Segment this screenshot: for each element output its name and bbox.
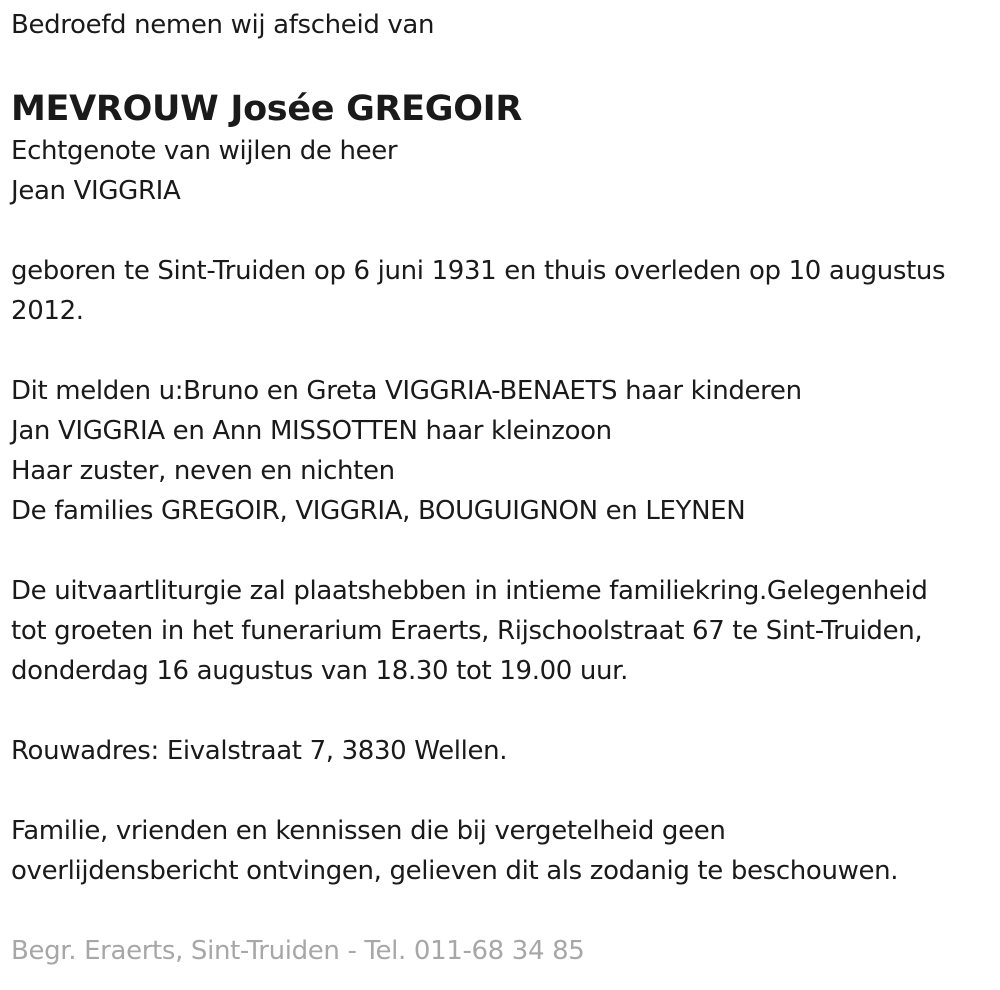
family-line: De families GREGOIR, VIGGRIA, BOUGUIGNON en LEYNEN — [11, 496, 746, 526]
spouse-name: Jean VIGGRIA — [11, 176, 181, 206]
mourning-address: Rouwadres: Eivalstraat 7, 3830 Wellen. — [11, 736, 508, 766]
intro-text: Bedroefd nemen wij afscheid van — [11, 10, 435, 40]
family-line: Haar zuster, neven en nichten — [11, 456, 395, 486]
deceased-name: MEVROUW Josée GREGOIR — [11, 89, 523, 129]
ceremony-line: donderdag 16 augustus van 18.30 tot 19.00 uur. — [11, 656, 629, 686]
birth-death-line: geboren te Sint-Truiden op 6 juni 1931 en thuis overleden op 10 augustus — [11, 256, 946, 286]
spouse-line: Echtgenote van wijlen de heer — [11, 136, 398, 166]
closing-line: overlijdensbericht ontvingen, gelieven dit als zodanig te beschouwen. — [11, 856, 899, 886]
ceremony-line: De uitvaartliturgie zal plaatshebben in intieme familiekring.Gelegenheid — [11, 576, 928, 606]
family-line: Dit melden u:Bruno en Greta VIGGRIA-BENAETS haar kinderen — [11, 376, 802, 406]
family-line: Jan VIGGRIA en Ann MISSOTTEN haar kleinzoon — [11, 416, 612, 446]
birth-death-year: 2012. — [11, 296, 84, 326]
funeral-home-footer: Begr. Eraerts, Sint-Truiden - Tel. 011-68 34 85 — [11, 936, 585, 966]
closing-line: Familie, vrienden en kennissen die bij vergetelheid geen — [11, 816, 726, 846]
obituary-notice — [11, 0, 996, 971]
ceremony-line: tot groeten in het funerarium Eraerts, Rijschoolstraat 67 te Sint-Truiden, — [11, 616, 923, 646]
